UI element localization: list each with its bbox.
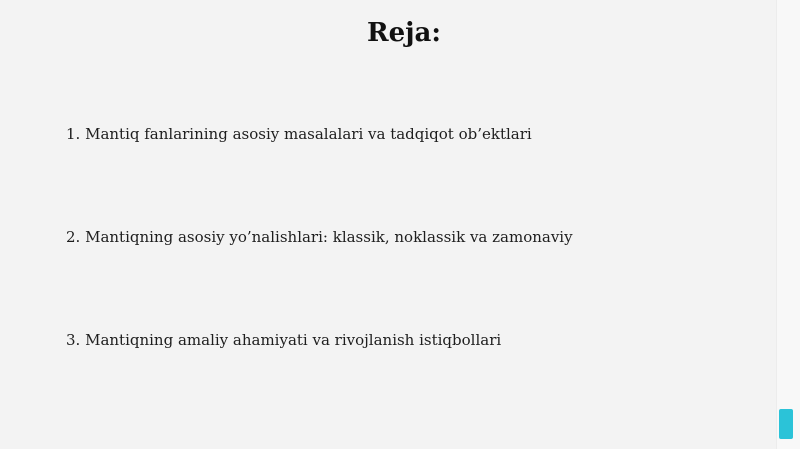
vertical-scrollbar[interactable] <box>776 0 800 449</box>
scrollbar-thumb[interactable] <box>779 409 793 439</box>
slide-title: Reja: <box>366 18 441 48</box>
plan-item-3: 3. Mantiqning amaliy ahamiyati va rivojlanish istiqbollari <box>66 331 502 349</box>
plan-item-1: 1. Mantiq fanlarining asosiy masalalari va tadqiqot ob’ektlari <box>66 125 532 143</box>
plan-item-2: 2. Mantiqning asosiy yo’nalishlari: klassik, noklassik va zamonaviy <box>66 228 573 246</box>
